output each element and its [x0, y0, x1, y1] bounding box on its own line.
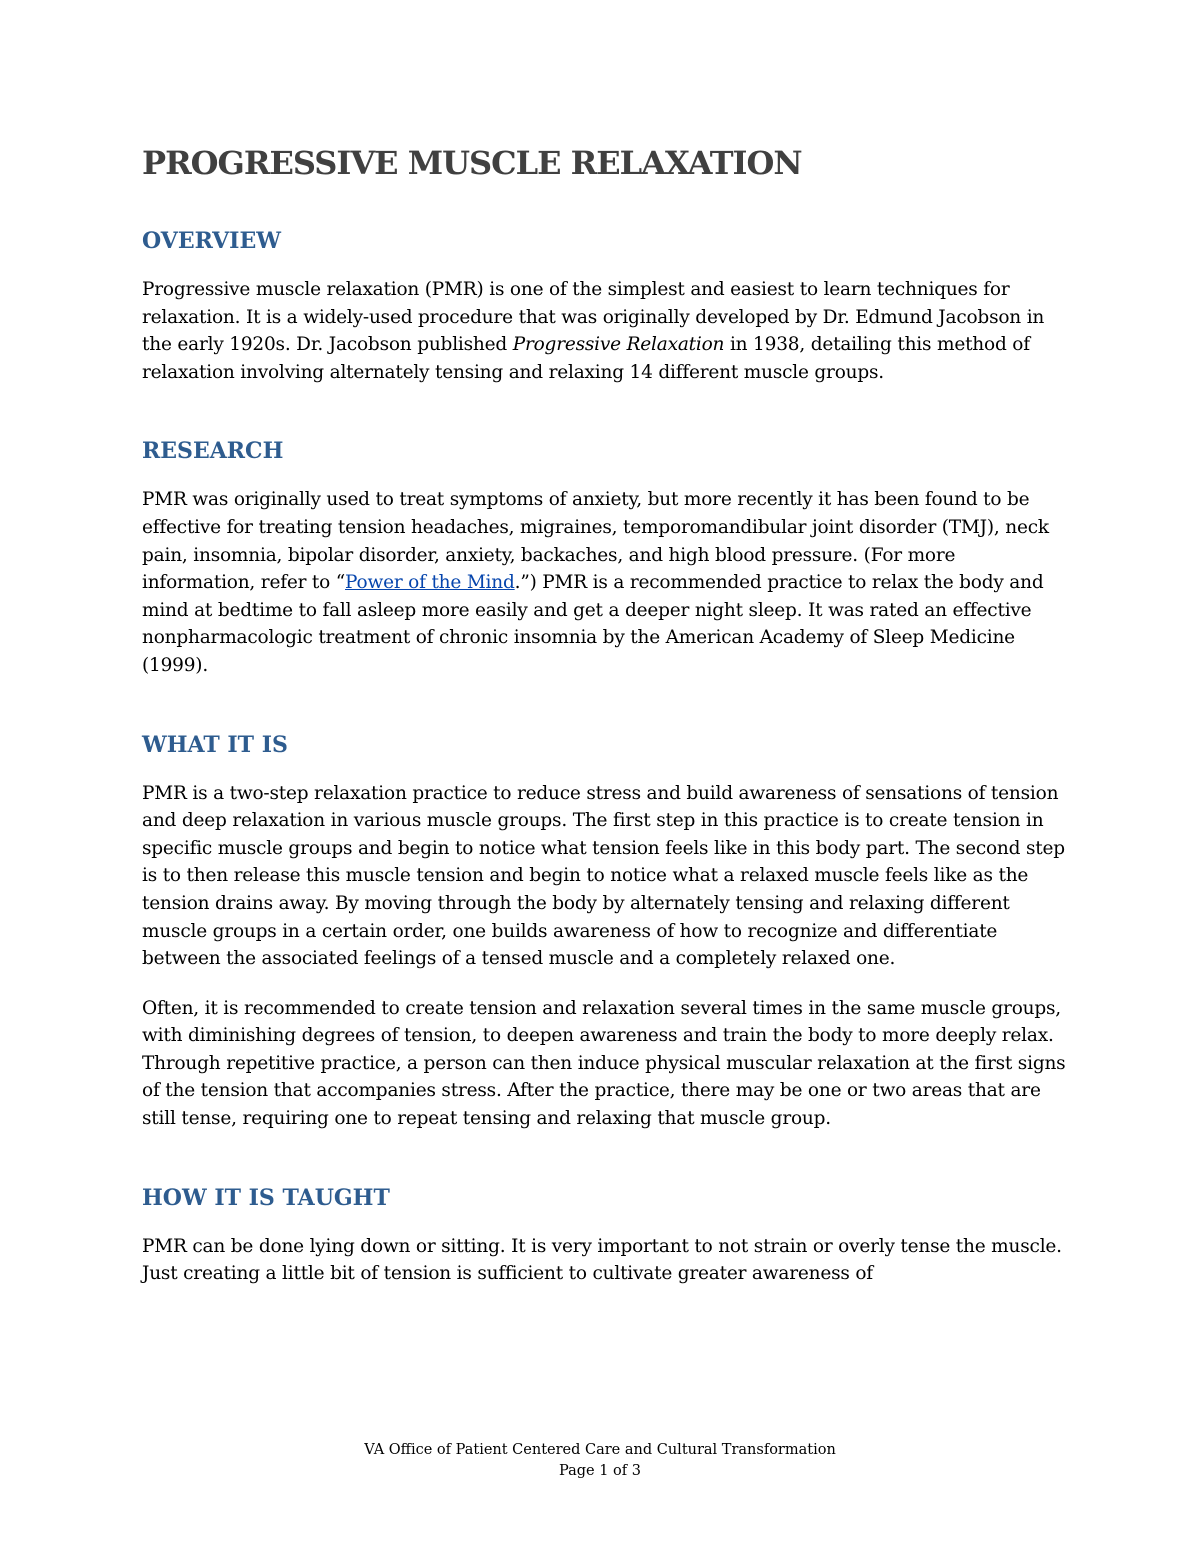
section-heading-what-it-is: WHAT IT IS: [142, 731, 288, 758]
document-title: PROGRESSIVE MUSCLE RELAXATION: [142, 144, 802, 182]
page-total: 3: [631, 1463, 642, 1479]
how-it-is-taught-paragraph: PMR can be done lying down or sitting. It is very important to not strain or overly tense the muscle. Just creating a little bit of tension is sufficient to cultivate greater awareness of: [142, 1235, 1062, 1285]
section-heading-how-it-is-taught: HOW IT IS TAUGHT: [142, 1184, 390, 1211]
overview-text-a: Progressive muscle relaxation (PMR) is one of the simplest and easiest to learn techniques for relaxation. It is a widely-used procedure that was originally developed by Dr. Edmund Jacobson in the early 1920s. Dr. Jacobson published: [142, 279, 1045, 356]
section-heading-research: RESEARCH: [142, 438, 284, 465]
page-label: Page: [558, 1463, 600, 1479]
overview-text-b: in 1938, detailing this method of relaxation involving alternately tensing and relaxing 14 different muscle groups.: [142, 334, 1030, 383]
section-heading-overview: OVERVIEW: [142, 228, 281, 254]
page-content: [142, 140, 1072, 1310]
page-footer: [0, 1440, 1200, 1482]
page-of: of: [608, 1463, 632, 1479]
footer-page-number: [0, 1461, 1200, 1482]
research-text-b: .”) PMR is a recommended practice to relax the body and mind at bedtime to fall asleep more easily and get a deeper night sleep. It was rated an effective nonpharmacologic treatment of chronic insomnia by the American Academy of Sleep Medicine (1999).: [142, 572, 1044, 676]
research-text-a: PMR was originally used to treat symptoms of anxiety, but more recently it has been found to be effective for treating tension headaches, migraines, temporomandibular joint disorder (TMJ), neck pain, insomnia, bipolar disorder, anxiety, backaches, and high blood pressure. (For more information, refer to “: [142, 489, 1049, 594]
footer-organization: VA Office of Patient Centered Care and Cultural Transformation: [364, 1442, 836, 1458]
book-title: Progressive Relaxation: [512, 334, 725, 356]
page-current: 1: [599, 1463, 609, 1479]
overview-paragraph: [142, 276, 1072, 386]
power-of-the-mind-link[interactable]: Power of the Mind: [345, 572, 515, 594]
what-it-is-paragraph-2: Often, it is recommended to create tension and relaxation several times in the same muscle groups, with diminishing degrees of tension, to deepen awareness and train the body to more deeply relax. Through repetitive practice, a person can then induce physical muscular relaxation at the first signs of the tension that accompanies stress. After the practice, there may be one or two areas that are still tense, requiring one to repeat tensing and relaxing that muscle group.: [142, 997, 1066, 1130]
research-paragraph: [142, 486, 1072, 679]
what-it-is-paragraph-1: PMR is a two-step relaxation practice to reduce stress and build awareness of sensations of tension and deep relaxation in various muscle groups. The first step in this practice is to create tension in specific muscle groups and begin to notice what tension feels like in this body part. The second step is to then release this muscle tension and begin to notice what a relaxed muscle feels like as the tension drains away. By moving through the body by alternately tensing and relaxing different muscle groups in a certain order, one builds awareness of how to recognize and differentiate between the associated feelings of a tensed muscle and a completely relaxed one.: [142, 782, 1065, 970]
